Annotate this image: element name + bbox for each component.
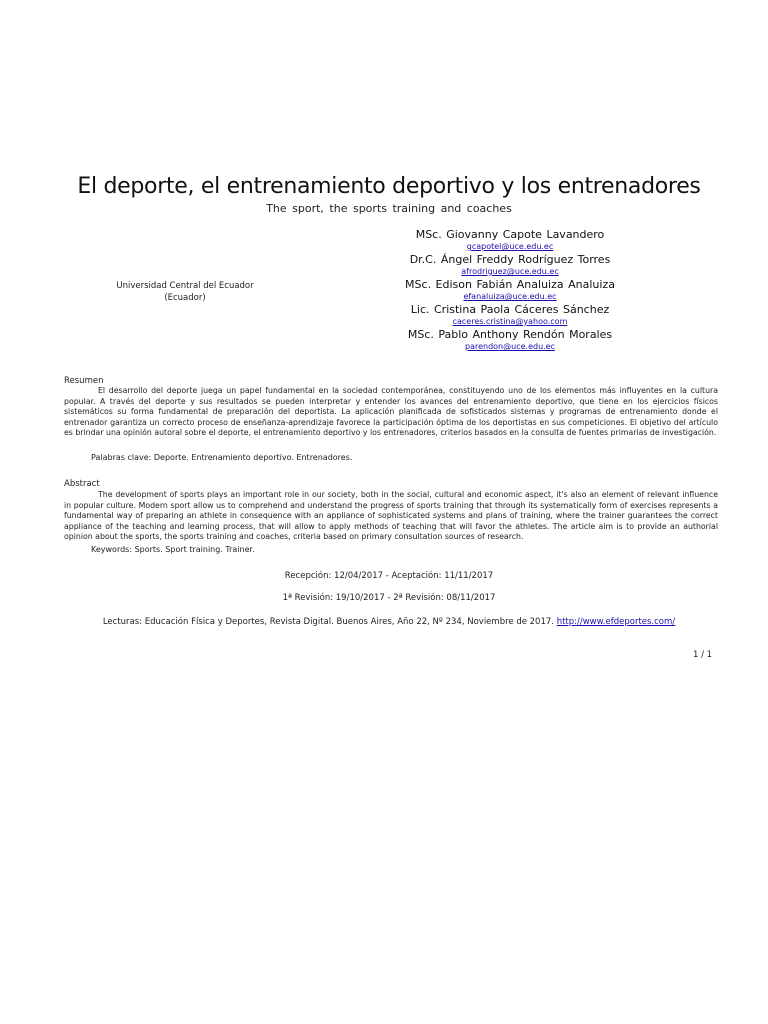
author-list [390, 228, 630, 353]
author-name: Lic. Cristina Paola Cáceres Sánchez [410, 303, 610, 316]
author-email-link[interactable]: parendon@uce.edu.ec [465, 342, 555, 351]
author-email-link[interactable]: caceres.cristina@yahoo.com [452, 317, 568, 326]
affiliation [100, 280, 270, 304]
abstract-text: The development of sports plays an important role in our society, both in the social, cultural and economic aspect, it's also an element of relevant influence in popular culture. Modern sport allow us to comprehend and understand the progress of sports training that through its systematically form of exercises represents a fundamental way of preparing an athlete in consequence with an appliance of sophisticated systems and plans of training, where the trainer guarantees the correct appliance of the teaching and learning process, that will allow to apply methods of teaching that will favor the athletes. The article aim is to provide an authorial opinion about the sports, the sports training and coaches, criteria based on primary consultation sources of research. [64, 490, 718, 541]
page-number: 1 / 1 [693, 650, 713, 660]
author-email-link[interactable]: efanaluiza@uce.edu.ec [463, 292, 557, 301]
affiliation-institution: Universidad Central del Ecuador [116, 281, 254, 291]
author-name: MSc. Giovanny Capote Lavandero [415, 228, 605, 241]
reception-dates: Recepción: 12/04/2017 - Aceptación: 11/11/2017 [284, 571, 494, 581]
citation-text: Lecturas: Educación Física y Deportes, Revista Digital. Buenos Aires, Año 22, Nº 234, Noviembre de 2017. [102, 617, 554, 627]
author-name: Dr.C. Ángel Freddy Rodríguez Torres [409, 253, 611, 266]
abstract-keywords: Keywords: Sports. Sport training. Trainer. [91, 545, 255, 554]
author-email-link[interactable]: gcapotel@uce.edu.ec [466, 242, 554, 251]
resumen-heading: Resumen [64, 376, 104, 386]
author-entry [390, 228, 630, 253]
author-entry [390, 253, 630, 278]
affiliation-country: (Ecuador) [164, 293, 206, 303]
author-name: MSc. Pablo Anthony Rendón Morales [407, 328, 613, 341]
author-email-link[interactable]: afrodriguez@uce.edu.ec [461, 267, 559, 276]
author-entry [390, 328, 630, 353]
abstract-heading: Abstract [64, 479, 100, 489]
journal-link[interactable]: http://www.efdeportes.com/ [556, 617, 676, 627]
resumen-text: El desarrollo del deporte juega un papel fundamental en la sociedad contemporánea, constituyendo uno de los elementos más influyentes en la cultura popular. A través del deporte y sus resultados se pueden interpretar y entender los avances del entrenamiento deportivo, que tiene en los ejercicios físicos sistemáticos su forma fundamental de preparación del deportista. La aplicación planificada de sofisticados sistemas y programas de entrenamiento donde el entrenador garantiza un correcto proceso de enseñanza-aprendizaje favorece la participación óptima de los deportistas en sus competiciones. El objetivo del artículo es brindar una opinión autoral sobre el deporte, el entrenamiento deportivo y los entrenadores, criterios basados en la consulta de fuentes primarias de investigación. [64, 386, 718, 437]
author-entry [390, 303, 630, 328]
paper-subtitle: The sport, the sports training and coaches [266, 202, 512, 215]
resumen-keywords: Palabras clave: Deporte. Entrenamiento deportivo. Entrenadores. [91, 453, 353, 462]
author-entry [390, 278, 630, 303]
author-name: MSc. Edison Fabián Analuiza Analuiza [405, 278, 615, 291]
paper-title: El deporte, el entrenamiento deportivo y los entrenadores [77, 174, 701, 199]
revision-dates: 1ª Revisión: 19/10/2017 - 2ª Revisión: 08/11/2017 [282, 593, 496, 603]
citation-line [0, 617, 768, 627]
